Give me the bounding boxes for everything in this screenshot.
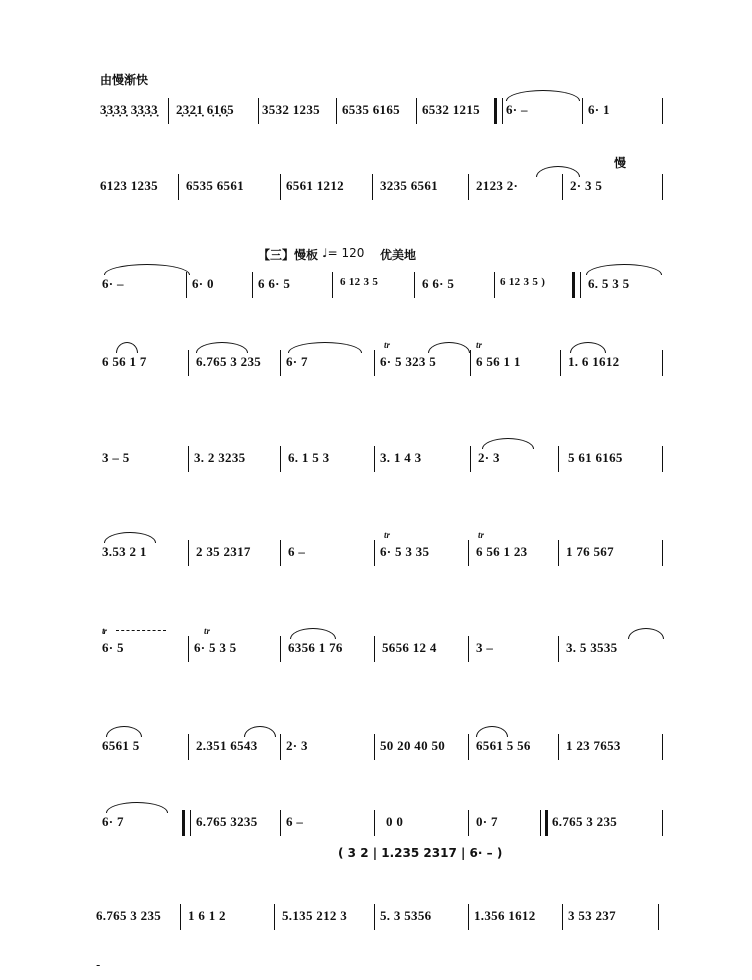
barline bbox=[558, 636, 559, 662]
slur bbox=[196, 342, 248, 353]
page-mark: - bbox=[96, 958, 101, 972]
measure: 6356 1 76 bbox=[288, 640, 343, 655]
barline bbox=[280, 636, 281, 662]
score-row-2 bbox=[96, 156, 668, 224]
measure: 6· 5 3 5 bbox=[194, 640, 237, 655]
measure: 1 76 567 bbox=[566, 544, 614, 559]
barline bbox=[374, 636, 375, 662]
measure: 6 – bbox=[286, 814, 304, 829]
trill-marking: tr bbox=[204, 626, 211, 636]
barline bbox=[468, 810, 469, 836]
measure: 2· 3 bbox=[286, 738, 308, 753]
barline bbox=[470, 350, 471, 376]
measure: 1. 6 1612 bbox=[568, 354, 620, 369]
score-row-3 bbox=[96, 262, 668, 322]
barline bbox=[662, 446, 663, 472]
measure: 6535 6561 bbox=[186, 178, 244, 193]
slur bbox=[116, 342, 138, 353]
measure: 5. 3 5356 bbox=[380, 908, 432, 923]
barline bbox=[258, 98, 259, 124]
measure: 6 12 3 5 bbox=[340, 276, 379, 288]
barline bbox=[374, 540, 375, 566]
double-barline bbox=[572, 272, 581, 298]
measure: 6123 1235 bbox=[100, 178, 158, 193]
barline bbox=[178, 174, 179, 200]
barline bbox=[280, 540, 281, 566]
measure: 6.765 3 235 bbox=[196, 354, 262, 369]
score-row-6 bbox=[96, 530, 668, 590]
barline bbox=[374, 734, 375, 760]
measure: 6 6· 5 bbox=[422, 276, 455, 291]
barline bbox=[468, 174, 469, 200]
measure: 6 56 1 7 bbox=[102, 354, 147, 369]
measure: 6· – bbox=[102, 276, 124, 291]
measure: 0 0 bbox=[386, 814, 404, 829]
slur bbox=[106, 802, 168, 813]
measure: 6.765 3 235 bbox=[552, 814, 618, 829]
measure: 3. 2 3235 bbox=[194, 450, 246, 465]
measure: 3 – 5 bbox=[102, 450, 130, 465]
barline bbox=[374, 904, 375, 930]
barline bbox=[168, 98, 169, 124]
barline bbox=[280, 174, 281, 200]
slur bbox=[628, 628, 664, 639]
barline bbox=[662, 174, 663, 200]
double-barline bbox=[494, 98, 503, 124]
tempo-marking: 由慢渐快 bbox=[100, 73, 149, 87]
repeat-barline bbox=[182, 810, 191, 836]
barline bbox=[188, 350, 189, 376]
slur bbox=[290, 628, 336, 639]
barline bbox=[372, 174, 373, 200]
interlude-phrase: ( 3 2 | 1.235 2317 | 6· – ) bbox=[338, 846, 503, 860]
measure: 6535 6165 bbox=[342, 102, 400, 117]
barline bbox=[468, 636, 469, 662]
measure: 2̣3̣2̣1̣ 6̣1̣6̣5 bbox=[176, 102, 234, 117]
barline bbox=[414, 272, 415, 298]
section-label: 【三】慢板 bbox=[258, 248, 319, 262]
measure: 6 56 1 1 bbox=[476, 354, 521, 369]
barline bbox=[558, 446, 559, 472]
score-row-4 bbox=[96, 340, 668, 400]
slur bbox=[244, 726, 276, 737]
score-row-7 bbox=[96, 626, 668, 686]
barline bbox=[562, 174, 563, 200]
slur bbox=[586, 264, 662, 275]
barline bbox=[416, 98, 417, 124]
measure: 3. 5 3535 bbox=[566, 640, 618, 655]
barline bbox=[186, 272, 187, 298]
barline bbox=[468, 734, 469, 760]
double-barline bbox=[540, 810, 548, 836]
measure: 3 53 237 bbox=[568, 908, 616, 923]
measure: 6· 1 bbox=[588, 102, 610, 117]
trill-marking: tr bbox=[478, 530, 485, 540]
barline bbox=[188, 540, 189, 566]
measure: 3532 1235 bbox=[262, 102, 320, 117]
measure: 1.356 1612 bbox=[474, 908, 536, 923]
measure: 3. 1 4 3 bbox=[380, 450, 422, 465]
measure: 5 61 6165 bbox=[568, 450, 623, 465]
barline bbox=[188, 636, 189, 662]
measure: 6· 5 bbox=[102, 640, 124, 655]
measure: 3235 6561 bbox=[380, 178, 438, 193]
barline bbox=[558, 734, 559, 760]
barline bbox=[560, 350, 561, 376]
barline bbox=[662, 98, 663, 124]
barline bbox=[180, 904, 181, 930]
barline bbox=[280, 810, 281, 836]
measure: 6532 1215 bbox=[422, 102, 480, 117]
expression-marking: 优美地 bbox=[380, 248, 417, 262]
measure: 6. 5 3 5 bbox=[588, 276, 630, 291]
trill-marking: tr bbox=[102, 626, 107, 636]
slur bbox=[288, 342, 362, 353]
barline bbox=[562, 904, 563, 930]
measure: 2.351 6543 bbox=[196, 738, 258, 753]
barline bbox=[188, 446, 189, 472]
score-row-5 bbox=[96, 436, 668, 496]
score-row-1 bbox=[96, 88, 668, 148]
measure: 1 6 1 2 bbox=[188, 908, 226, 923]
measure: 6 12 3 5 ) bbox=[500, 276, 546, 288]
slur bbox=[104, 264, 190, 275]
measure: 6 – bbox=[288, 544, 306, 559]
slur bbox=[536, 166, 580, 177]
slur bbox=[570, 342, 606, 353]
slur bbox=[428, 342, 470, 353]
barline bbox=[468, 540, 469, 566]
slur bbox=[106, 726, 142, 737]
barline bbox=[332, 272, 333, 298]
measure: 0· 7 bbox=[476, 814, 498, 829]
measure: 6.765 3235 bbox=[196, 814, 258, 829]
barline bbox=[252, 272, 253, 298]
trill-extension bbox=[116, 630, 166, 631]
trill-marking: tr bbox=[476, 340, 483, 350]
score-row-10 bbox=[96, 894, 668, 954]
barline bbox=[280, 734, 281, 760]
barline bbox=[658, 904, 659, 930]
measure: 3 – bbox=[476, 640, 494, 655]
barline bbox=[558, 540, 559, 566]
measure: 6561 5 56 bbox=[476, 738, 531, 753]
measure: 6· 5 3 35 bbox=[380, 544, 430, 559]
slow-marking: 慢 bbox=[614, 156, 627, 170]
measure: 6· 0 bbox=[192, 276, 214, 291]
barline bbox=[188, 734, 189, 760]
slur bbox=[104, 532, 156, 543]
measure: 2· 3 bbox=[478, 450, 500, 465]
measure: 2· 3 5 bbox=[570, 178, 603, 193]
trill-marking: tr bbox=[384, 530, 391, 540]
measure: 2 35 2317 bbox=[196, 544, 251, 559]
measure: 1 23 7653 bbox=[566, 738, 621, 753]
barline bbox=[374, 350, 375, 376]
measure: 6.765 3 235 bbox=[96, 908, 162, 923]
barline bbox=[470, 446, 471, 472]
measure: 50 20 40 50 bbox=[380, 738, 446, 753]
barline bbox=[468, 904, 469, 930]
measure: 6 6· 5 bbox=[258, 276, 291, 291]
measure: 6· 7 bbox=[102, 814, 124, 829]
measure: 6 56 1 23 bbox=[476, 544, 528, 559]
barline bbox=[662, 734, 663, 760]
slur bbox=[476, 726, 508, 737]
barline bbox=[374, 446, 375, 472]
slur bbox=[482, 438, 534, 449]
barline bbox=[582, 98, 583, 124]
measure: 6. 1 5 3 bbox=[288, 450, 330, 465]
barline bbox=[494, 272, 495, 298]
barline bbox=[336, 98, 337, 124]
measure: 6· 5 323 5 bbox=[380, 354, 437, 369]
slur bbox=[506, 90, 580, 101]
barline bbox=[280, 446, 281, 472]
measure: 5656 12 4 bbox=[382, 640, 437, 655]
barline bbox=[374, 810, 375, 836]
measure: 2123 2· bbox=[476, 178, 519, 193]
measure: 6561 5 bbox=[102, 738, 140, 753]
metronome-marking: ♩= 120 bbox=[322, 246, 365, 260]
barline bbox=[280, 350, 281, 376]
trill-marking: tr bbox=[384, 340, 391, 350]
measure: 6· – bbox=[506, 102, 528, 117]
barline bbox=[662, 350, 663, 376]
measure: 5.135 212 3 bbox=[282, 908, 348, 923]
measure: 3.53 2 1 bbox=[102, 544, 147, 559]
measure: 6561 1212 bbox=[286, 178, 344, 193]
barline bbox=[662, 810, 663, 836]
score-row-8 bbox=[96, 724, 668, 784]
barline bbox=[274, 904, 275, 930]
barline bbox=[662, 540, 663, 566]
measure: 6· 7 bbox=[286, 354, 308, 369]
measure: 3̣3̣3̣3̣ 3̣3̣3̣3̣ bbox=[100, 102, 158, 117]
